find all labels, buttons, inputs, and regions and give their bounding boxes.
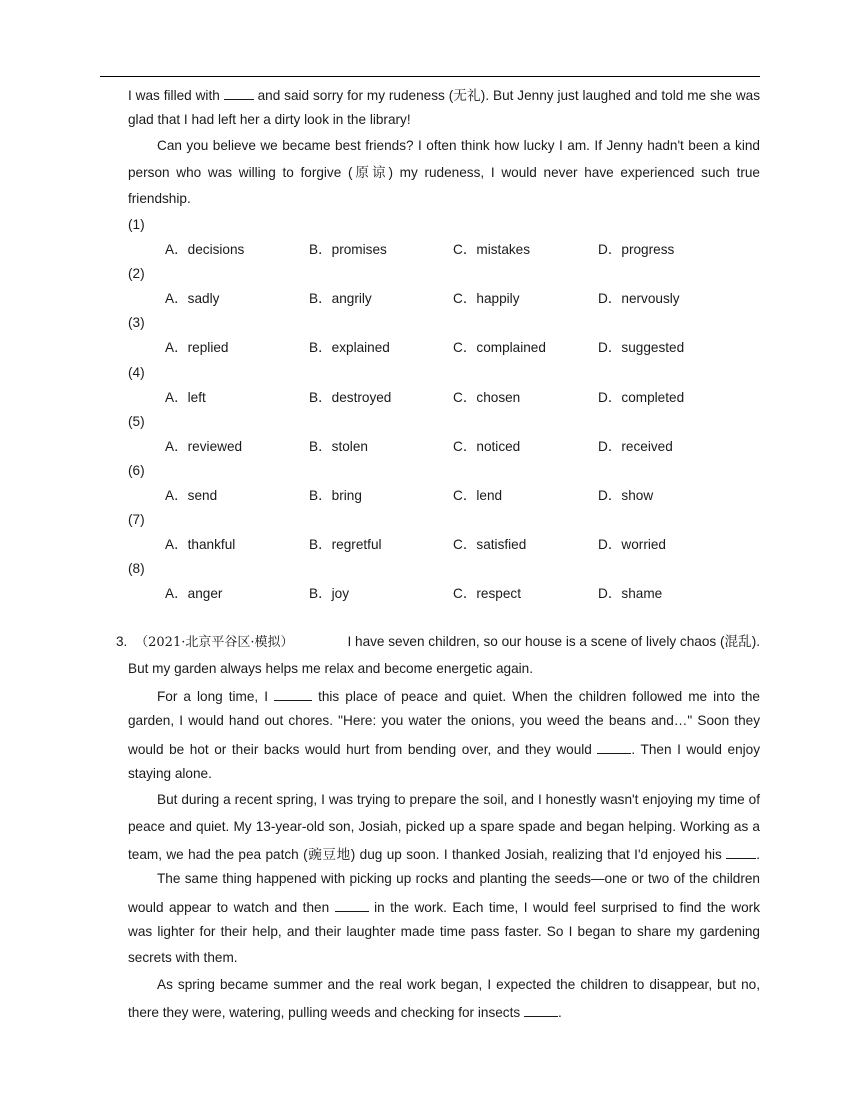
answer-option[interactable]: A．sadly (165, 291, 220, 307)
passage-line: would appear to watch and then in the work. Each time, I would feel surprised to find the work (128, 897, 760, 917)
answer-option[interactable]: D．progress (598, 242, 675, 257)
answer-option[interactable]: C．chosen (453, 389, 521, 405)
passage-line: But during a recent spring, I was trying to prepare the soil, and I honestly wasn't enjoying my time of (157, 792, 760, 807)
passage-line: But my garden always helps me relax and become energetic again. (128, 661, 534, 676)
question-number: (5) (128, 413, 145, 429)
answer-blank (597, 739, 631, 754)
answer-option[interactable]: B．stolen (309, 438, 368, 454)
passage-line: staying alone. (128, 766, 212, 781)
answer-option[interactable]: C．mistakes (453, 242, 531, 257)
answer-option[interactable]: D．nervously (598, 291, 680, 307)
question-number: (4) (128, 364, 145, 380)
answer-option[interactable]: B．explained (309, 340, 390, 356)
answer-option[interactable]: C．complained (453, 340, 546, 356)
answer-option[interactable]: A．send (165, 488, 218, 503)
passage-line: secrets with them. (128, 950, 238, 965)
passage-line: peace and quiet. My 13-year-old son, Josiah, picked up a spare spade and began helping. Working as a (128, 819, 760, 834)
passage-line: Can you believe we became best friends? I often think how lucky I am. If Jenny hadn't been a kind (157, 138, 760, 153)
answer-option[interactable]: B．promises (309, 242, 387, 257)
answer-option[interactable]: B．joy (309, 586, 350, 602)
answer-blank (274, 686, 312, 701)
passage-line: garden, I would hand out chores. "Here: you water the onions, you weed the beans and…" Soon they (128, 713, 760, 728)
question-number: (1) (128, 217, 145, 232)
passage-line: friendship. (128, 191, 191, 206)
question-number: 3. (116, 634, 128, 649)
answer-option[interactable]: B．bring (309, 488, 362, 503)
answer-blank (524, 1002, 558, 1017)
passage-line: glad that I had left her a dirty look in the library! (128, 112, 411, 127)
answer-option[interactable]: B．angrily (309, 291, 372, 307)
answer-blank (726, 844, 756, 859)
question-number: (3) (128, 315, 145, 331)
answer-option[interactable]: C．happily (453, 291, 520, 307)
answer-option[interactable]: D．shame (598, 586, 663, 602)
answer-option[interactable]: A．replied (165, 340, 229, 356)
answer-option[interactable]: D．worried (598, 537, 666, 553)
answer-option[interactable]: A．thankful (165, 537, 236, 553)
passage-line: would be hot or their backs would hurt from bending over, and they would . Then I would enjoy (128, 739, 760, 759)
passage-line: As spring became summer and the real work began, I expected the children to disappear, but no, (157, 977, 760, 992)
answer-option[interactable]: C．satisfied (453, 537, 527, 553)
passage-line: I was filled with and said sorry for my rudeness (无礼). But Jenny just laughed and told me she was (128, 85, 760, 105)
answer-option[interactable]: C．lend (453, 488, 503, 503)
answer-option[interactable]: D．received (598, 438, 673, 454)
passage-intro: I have seven children, so our house is a scene of lively chaos (混乱). (347, 634, 760, 649)
question-number: (7) (128, 512, 145, 528)
question-number: (2) (128, 266, 145, 282)
answer-option[interactable]: D．suggested (598, 340, 685, 356)
question-source: （2021·北京平谷区·模拟） (135, 635, 294, 650)
passage-line: person who was willing to forgive (原谅) my rudeness, I would never have experienced such true (128, 165, 760, 180)
answer-option[interactable]: A．anger (165, 586, 223, 602)
question-3-header (116, 633, 760, 652)
passage-line: team, we had the pea patch (豌豆地) dug up soon. I thanked Josiah, realizing that I'd enjoyed his . (128, 844, 760, 864)
answer-option[interactable]: A．reviewed (165, 438, 243, 454)
passage-line: was lighter for their help, and their laughter made time pass faster. So I began to share my gardening (128, 924, 760, 939)
answer-option[interactable]: D．completed (598, 389, 685, 405)
question-number: (6) (128, 463, 145, 478)
header-rule (100, 76, 760, 77)
answer-option[interactable]: B．regretful (309, 537, 382, 553)
passage-line: there they were, watering, pulling weeds and checking for insects . (128, 1002, 760, 1022)
answer-blank (335, 897, 369, 912)
answer-option[interactable]: A．left (165, 389, 206, 405)
passage-line: For a long time, I this place of peace and quiet. When the children followed me into the (157, 686, 760, 706)
answer-option[interactable]: C．respect (453, 586, 521, 602)
question-number: (8) (128, 561, 145, 577)
answer-option[interactable]: A．decisions (165, 242, 245, 257)
answer-option[interactable]: B．destroyed (309, 389, 392, 405)
answer-option[interactable]: C．noticed (453, 438, 521, 454)
answer-blank (224, 85, 254, 100)
answer-option[interactable]: D．show (598, 488, 654, 503)
passage-line: The same thing happened with picking up rocks and planting the seeds—one or two of the children (157, 871, 760, 886)
